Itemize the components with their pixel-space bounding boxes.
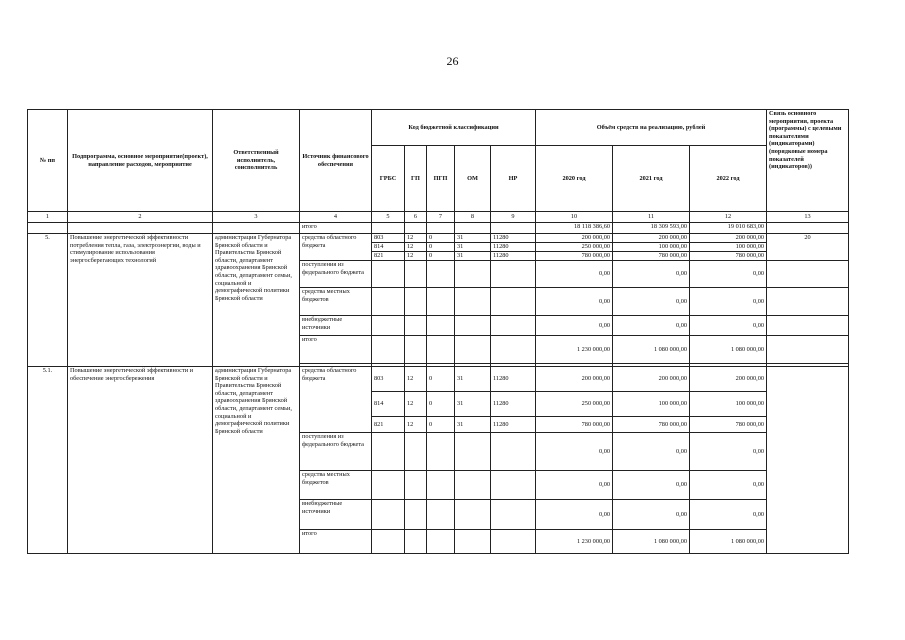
s51-gp: 12 <box>405 367 427 392</box>
col-number: 8 <box>455 212 491 223</box>
s5-pgp: 0 <box>427 243 455 252</box>
s5-name: Повышение энергетической эффективности потребления тепла, газа, электроэнергии, воды и стимулирование использования энергосберегающих технологий <box>68 234 213 367</box>
s51-executor: администрация Губернатора Брянской области и Правительства Брянской области, департамент здравоохранения Брянской области, департамент семьи, социальной и демографической политики Брянской области <box>213 367 300 554</box>
s5-v2021: 0,00 <box>613 288 690 316</box>
header-num: № пп <box>28 110 68 212</box>
s51-source-regional: средства областного бюджета <box>300 367 372 433</box>
s51-pgp: 0 <box>427 367 455 392</box>
header-year-2020: 2020 год <box>536 146 613 212</box>
s5-gp: 12 <box>405 252 427 261</box>
header-source: Источник финансового обеспечения <box>300 110 372 212</box>
s51-om: 31 <box>455 367 491 392</box>
s51-v2021: 0,00 <box>613 500 690 530</box>
s5-source-extra: внебюджетные источники <box>300 316 372 336</box>
s51-v2022: 200 000,00 <box>690 367 767 392</box>
col-number: 6 <box>405 212 427 223</box>
s5-v2022: 0,00 <box>690 288 767 316</box>
header-row-1 <box>28 110 849 146</box>
s5-v2021: 0,00 <box>613 316 690 336</box>
s51-v2020: 250 000,00 <box>536 392 613 417</box>
col-number: 2 <box>68 212 213 223</box>
s5-gp: 12 <box>405 234 427 243</box>
total-2021: 18 309 593,00 <box>613 223 690 234</box>
col-number: 11 <box>613 212 690 223</box>
header-code-nr: НР <box>491 146 536 212</box>
s5-v2020: 0,00 <box>536 316 613 336</box>
s5-num: 5. <box>28 234 68 367</box>
column-numbers-row <box>28 212 849 223</box>
col-number: 7 <box>427 212 455 223</box>
s51-grbs: 814 <box>372 392 405 417</box>
s51-v2022: 780 000,00 <box>690 417 767 433</box>
page-number: 26 <box>446 54 459 68</box>
col-number: 12 <box>690 212 767 223</box>
s5-v2022: 200 000,00 <box>690 234 767 243</box>
s5-nr: 11280 <box>491 252 536 261</box>
s5-v2021: 780 000,00 <box>613 252 690 261</box>
header-code-pgp: ПГП <box>427 146 455 212</box>
total-2020: 18 118 386,60 <box>536 223 613 234</box>
s51-num: 5.1. <box>28 367 68 554</box>
s5-v2020: 0,00 <box>536 288 613 316</box>
s5-v2022: 0,00 <box>690 261 767 288</box>
s5-om: 31 <box>455 252 491 261</box>
s51-om: 31 <box>455 392 491 417</box>
s5-source-regional: средства областного бюджета <box>300 234 372 261</box>
s5-source-local: средства местных бюджетов <box>300 288 372 316</box>
s5-row-803 <box>28 234 849 243</box>
overall-total-row <box>28 223 849 234</box>
s5-v2020: 200 000,00 <box>536 234 613 243</box>
col-number: 5 <box>372 212 405 223</box>
s5-nr: 11280 <box>491 243 536 252</box>
total-label: итого <box>300 223 372 234</box>
s51-source-extra: внебюджетные источники <box>300 500 372 530</box>
col-number: 9 <box>491 212 536 223</box>
s5-v2022: 780 000,00 <box>690 252 767 261</box>
s5-v2022: 100 000,00 <box>690 243 767 252</box>
s5-pgp: 0 <box>427 252 455 261</box>
s5-v2020: 0,00 <box>536 261 613 288</box>
col-number: 13 <box>767 212 849 223</box>
s5-nr: 11280 <box>491 234 536 243</box>
header-year-2022: 2022 год <box>690 146 767 212</box>
s5-pgp: 0 <box>427 234 455 243</box>
col-number: 10 <box>536 212 613 223</box>
s51-grbs: 821 <box>372 417 405 433</box>
s51-v2022: 0,00 <box>690 433 767 471</box>
s51-v2021: 0,00 <box>613 471 690 500</box>
s51-itogo-2020: 1 230 000,00 <box>536 530 613 554</box>
s51-itogo-2021: 1 080 000,00 <box>613 530 690 554</box>
s51-source-federal: поступления из федерального бюджета <box>300 433 372 471</box>
s5-v2022: 0,00 <box>690 316 767 336</box>
s51-v2021: 100 000,00 <box>613 392 690 417</box>
s5-v2021: 100 000,00 <box>613 243 690 252</box>
s5-grbs: 803 <box>372 234 405 243</box>
header-code-om: ОМ <box>455 146 491 212</box>
s51-v2021: 780 000,00 <box>613 417 690 433</box>
s51-grbs: 803 <box>372 367 405 392</box>
s51-v2022: 0,00 <box>690 500 767 530</box>
s51-om: 31 <box>455 417 491 433</box>
s5-itogo-2022: 1 080 000,00 <box>690 336 767 364</box>
s5-source-federal: поступления из федерального бюджета <box>300 261 372 288</box>
col-number: 4 <box>300 212 372 223</box>
s51-gp: 12 <box>405 417 427 433</box>
s5-grbs: 821 <box>372 252 405 261</box>
header-volume-group: Объём средств на реализацию, рублей <box>536 110 767 146</box>
col-number: 3 <box>213 212 300 223</box>
s51-v2020: 0,00 <box>536 433 613 471</box>
s5-v2021: 200 000,00 <box>613 234 690 243</box>
s51-row-803 <box>28 367 849 392</box>
header-link: Связь основного мероприятия, проекта (программы) с целевыми показателями (индикаторами) (порядковые номера показателей (индикаторов)) <box>767 110 849 212</box>
s5-link: 20 <box>767 234 849 261</box>
s51-v2020: 0,00 <box>536 500 613 530</box>
s51-itogo-label: итого <box>300 530 372 554</box>
col-number: 1 <box>28 212 68 223</box>
s5-v2020: 250 000,00 <box>536 243 613 252</box>
s51-v2021: 200 000,00 <box>613 367 690 392</box>
s51-source-local: средства местных бюджетов <box>300 471 372 500</box>
s51-v2021: 0,00 <box>613 433 690 471</box>
s51-name: Повышение энергетической эффективности и обеспечение энергосбережения <box>68 367 213 554</box>
s51-v2020: 780 000,00 <box>536 417 613 433</box>
s51-pgp: 0 <box>427 417 455 433</box>
s5-om: 31 <box>455 243 491 252</box>
s51-itogo-2022: 1 080 000,00 <box>690 530 767 554</box>
s51-v2020: 0,00 <box>536 471 613 500</box>
s5-itogo-2021: 1 080 000,00 <box>613 336 690 364</box>
header-code-gp: ГП <box>405 146 427 212</box>
header-year-2021: 2021 год <box>613 146 690 212</box>
s5-executor: администрация Губернатора Брянской области и Правительства Брянской области, департамент здравоохранения Брянской области, департамент семьи, социальной и демографической политики Брянской области <box>213 234 300 367</box>
budget-table <box>27 109 849 554</box>
s5-gp: 12 <box>405 243 427 252</box>
s5-om: 31 <box>455 234 491 243</box>
s51-v2022: 0,00 <box>690 471 767 500</box>
s51-nr: 11280 <box>491 392 536 417</box>
header-code-grbs: ГРБС <box>372 146 405 212</box>
s5-v2021: 0,00 <box>613 261 690 288</box>
s51-v2020: 200 000,00 <box>536 367 613 392</box>
s51-gp: 12 <box>405 392 427 417</box>
s51-nr: 11280 <box>491 417 536 433</box>
s51-pgp: 0 <box>427 392 455 417</box>
header-subprogram: Подпрограмма, основное мероприятие(проект), направление расходов, мероприятие <box>68 110 213 212</box>
s5-itogo-2020: 1 230 000,00 <box>536 336 613 364</box>
total-2022: 19 010 683,00 <box>690 223 767 234</box>
s51-v2022: 100 000,00 <box>690 392 767 417</box>
header-executor: Ответственный исполнитель, соисполнитель <box>213 110 300 212</box>
s5-v2020: 780 000,00 <box>536 252 613 261</box>
s51-nr: 11280 <box>491 367 536 392</box>
s5-itogo-label: итого <box>300 336 372 364</box>
s5-grbs: 814 <box>372 243 405 252</box>
header-code-group: Код бюджетной классификации <box>372 110 536 146</box>
